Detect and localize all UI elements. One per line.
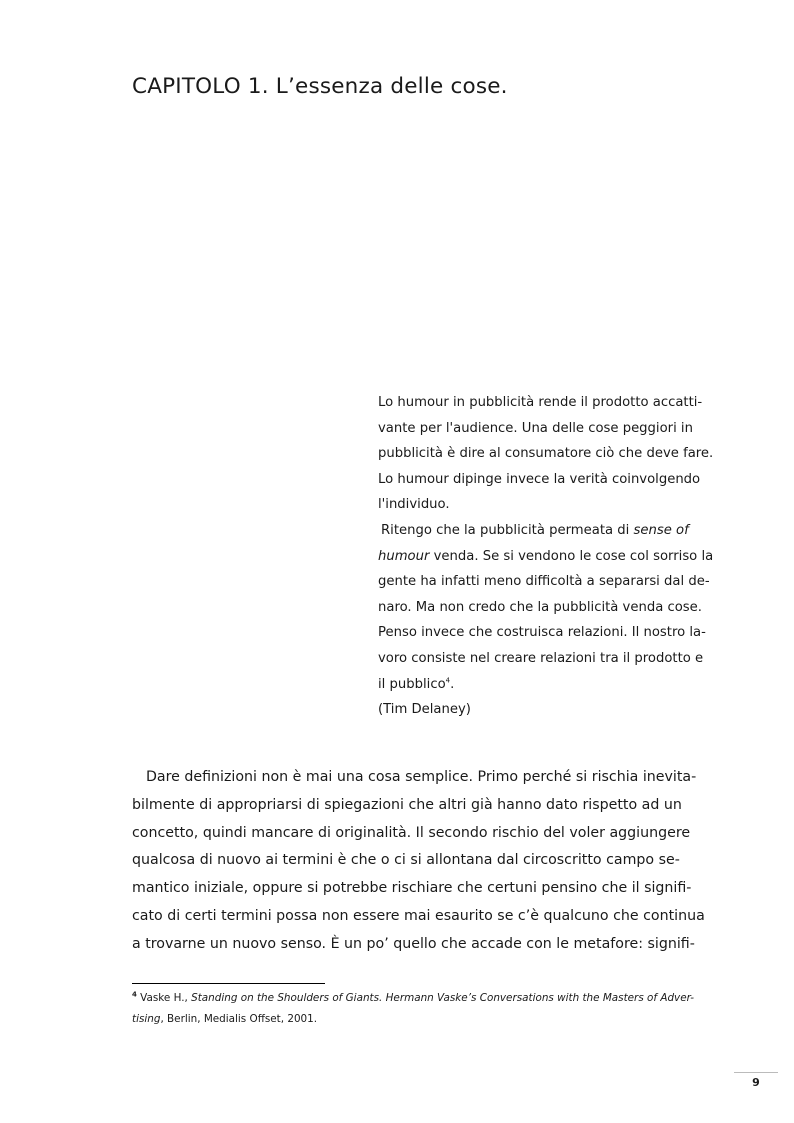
footnote (132, 988, 717, 1030)
epigraph-line: humour venda. Se si vendono le cose col sorriso la (378, 548, 714, 564)
footnote-line: tising, Berlin, Medialis Offset, 2001. (132, 1013, 318, 1025)
epigraph-line: vante per l'audience. Una delle cose peggiori in (378, 420, 693, 436)
emphasis: sense of (633, 522, 689, 538)
footnote-separator (132, 983, 325, 984)
body-line: cato di certi termini possa non essere mai esaurito se c’è qualcuno che continua (132, 907, 705, 924)
footnote-line: $^4$ Vaske H., Standing on the Shoulders of Giants. Hermann Vaske’s Conversations with the Masters of Adver- (132, 990, 695, 1004)
epigraph-line: Ritengo che la pubblicità permeata di sense of (381, 522, 689, 538)
footnote-title: Standing on the Shoulders of Giants. Hermann Vaske’s Conversations with the Masters of Adver- (191, 992, 695, 1004)
body-line: bilmente di appropriarsi di spiegazioni che altri già hanno dato rispetto ad un (132, 796, 682, 813)
footnote-number: 4 (132, 990, 137, 999)
footnote-reference[interactable]: 4 (445, 676, 451, 685)
body-line: Dare definizioni non è mai una cosa semplice. Primo perché si rischia inevita- (146, 769, 697, 785)
epigraph-line: il pubblico$^4$. (378, 676, 455, 692)
body-line: a trovarne un nuovo senso. È un po’ quello che accade con le metafore: signifi- (132, 935, 695, 952)
epigraph-line: Lo humour dipinge invece la verità coinvolgendo (378, 471, 701, 487)
body-line: concetto, quindi mancare di originalità. Il secondo rischio del voler aggiungere (132, 824, 691, 841)
epigraph-line: voro consiste nel creare relazioni tra il prodotto e (378, 650, 704, 666)
page-number-rule (734, 1072, 778, 1073)
body-line: qualcosa di nuovo ai termini è che o ci si allontana dal circoscritto campo se- (132, 852, 680, 869)
body-line: mantico iniziale, oppure si potrebbe rischiare che certuni pensino che il signifi- (132, 880, 692, 897)
body-paragraph (132, 764, 712, 959)
epigraph-line: pubblicità è dire al consumatore ciò che deve fare. (378, 446, 714, 462)
epigraph-line: l'individuo. (378, 497, 450, 513)
page-number: 9 (752, 1076, 760, 1089)
chapter-title: CAPITOLO 1. L’essenza delle cose. (132, 74, 508, 99)
epigraph-author: (Tim Delaney) (378, 702, 471, 718)
epigraph-line: gente ha infatti meno difficoltà a separarsi dal de- (378, 574, 710, 590)
epigraph-line: Penso invece che costruisca relazioni. Il nostro la- (378, 625, 706, 641)
epigraph-line: Lo humour in pubblicità rende il prodotto accatti- (378, 395, 703, 410)
epigraph-line: naro. Ma non credo che la pubblicità venda cose. (378, 599, 702, 615)
footnote-title: tising (132, 1013, 161, 1025)
emphasis: humour (378, 548, 430, 564)
epigraph-quote (378, 390, 718, 723)
